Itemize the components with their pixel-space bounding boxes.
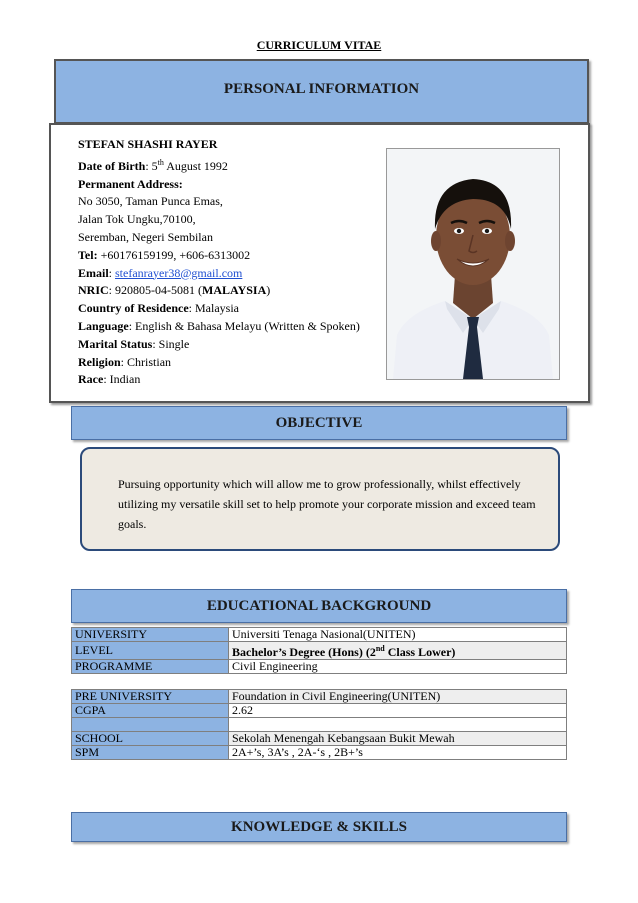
address-line-3: Seremban, Negeri Sembilan <box>78 229 213 244</box>
objective-text: Pursuing opportunity which will allow me to grow professionally, whilst effectively utilizing my versatile skill set to help promote your corporate mission and exceed team goals. <box>118 477 536 531</box>
cgpa-label: CGPA <box>72 704 229 718</box>
table-row <box>72 642 567 660</box>
language-label: Language <box>78 318 129 333</box>
table-row <box>72 718 567 732</box>
pre-university-table <box>71 689 567 760</box>
blank-value-cell <box>229 718 567 732</box>
spm-label: SPM <box>72 746 229 760</box>
university-table <box>71 627 567 674</box>
table-row <box>72 628 567 642</box>
residence-row: Country of Residence: Malaysia <box>78 301 239 316</box>
race-row: Race: Indian <box>78 372 141 387</box>
religion-label: Religion <box>78 354 121 369</box>
cgpa-value: 2.62 <box>229 704 567 718</box>
marital-label: Marital Status <box>78 336 153 351</box>
objective-heading: OBJECTIVE <box>71 406 567 440</box>
university-value: Universiti Tenaga Nasional(UNITEN) <box>229 628 567 642</box>
marital-value: Single <box>158 336 190 351</box>
personal-information-heading: PERSONAL INFORMATION <box>54 59 589 124</box>
table-row <box>72 660 567 674</box>
level-value-prefix: Bachelor’s Degree (Hons) (2 <box>232 645 376 659</box>
language-row: Language: English & Bahasa Melayu (Written & Spoken) <box>78 318 360 333</box>
programme-label: PROGRAMME <box>72 660 229 674</box>
profile-photo-illustration <box>387 149 559 379</box>
table-row <box>72 690 567 704</box>
nric-value: 920805-04-5081 ( <box>115 283 203 298</box>
pre-university-value: Foundation in Civil Engineering(UNITEN) <box>229 690 567 704</box>
nric-row: NRIC: 920805-04-5081 (MALAYSIA) <box>78 283 271 298</box>
email-label: Email <box>78 265 109 280</box>
address-line-1: No 3050, Taman Punca Emas, <box>78 194 223 209</box>
knowledge-skills-heading: KNOWLEDGE & SKILLS <box>71 812 567 842</box>
table-row <box>72 704 567 718</box>
personal-details <box>78 136 360 389</box>
level-value <box>229 642 567 660</box>
blank-key-cell <box>72 718 229 732</box>
dob-label: Date of Birth <box>78 158 146 173</box>
level-value-suffix: Class Lower) <box>387 645 456 659</box>
table-row <box>72 732 567 746</box>
level-value-sup: nd <box>375 644 385 653</box>
educational-background-heading: EDUCATIONAL BACKGROUND <box>71 589 567 623</box>
race-label: Race <box>78 372 104 387</box>
personal-information-box <box>49 123 590 403</box>
tel-value: +60176159199, +606-6313002 <box>100 247 251 262</box>
university-label: UNIVERSITY <box>72 628 229 642</box>
date-of-birth-row: Date of Birth: 5th August 1992 <box>78 157 228 173</box>
residence-label: Country of Residence <box>78 301 189 316</box>
table-row <box>72 746 567 760</box>
race-value: Indian <box>109 372 141 387</box>
language-value: English & Bahasa Melayu (Written & Spoken) <box>135 318 360 333</box>
level-label: LEVEL <box>72 642 229 660</box>
full-name: STEFAN SHASHI RAYER <box>78 137 218 151</box>
nric-label: NRIC <box>78 283 109 298</box>
document-title: CURRICULUM VITAE <box>256 38 382 52</box>
telephone-row <box>78 247 360 265</box>
email-link[interactable]: stefanrayer38@gmail.com <box>115 265 243 280</box>
nric-close: ) <box>266 283 271 298</box>
tel-label: Tel: <box>78 247 98 262</box>
profile-photo <box>386 148 560 380</box>
dob-day: 5 <box>151 158 158 173</box>
dob-suffix: th <box>157 157 164 167</box>
pre-university-label: PRE UNIVERSITY <box>72 690 229 704</box>
programme-value: Civil Engineering <box>229 660 567 674</box>
objective-box <box>80 447 560 551</box>
school-label: SCHOOL <box>72 732 229 746</box>
nric-country: MALAYSIA <box>202 283 267 298</box>
residence-value: Malaysia <box>195 301 239 316</box>
religion-value: Christian <box>127 354 172 369</box>
school-value: Sekolah Menengah Kebangsaan Bukit Mewah <box>229 732 567 746</box>
religion-row: Religion: Christian <box>78 354 172 369</box>
address-line-2: Jalan Tok Ungku,70100, <box>78 212 196 227</box>
marital-status-row: Marital Status: Single <box>78 336 190 351</box>
address-label: Permanent Address: <box>78 176 183 191</box>
spm-value: 2A+’s, 3A’s , 2A-‘s , 2B+’s <box>229 746 567 760</box>
email-row: Email: stefanrayer38@gmail.com <box>78 265 243 280</box>
dob-rest: August 1992 <box>166 158 228 173</box>
